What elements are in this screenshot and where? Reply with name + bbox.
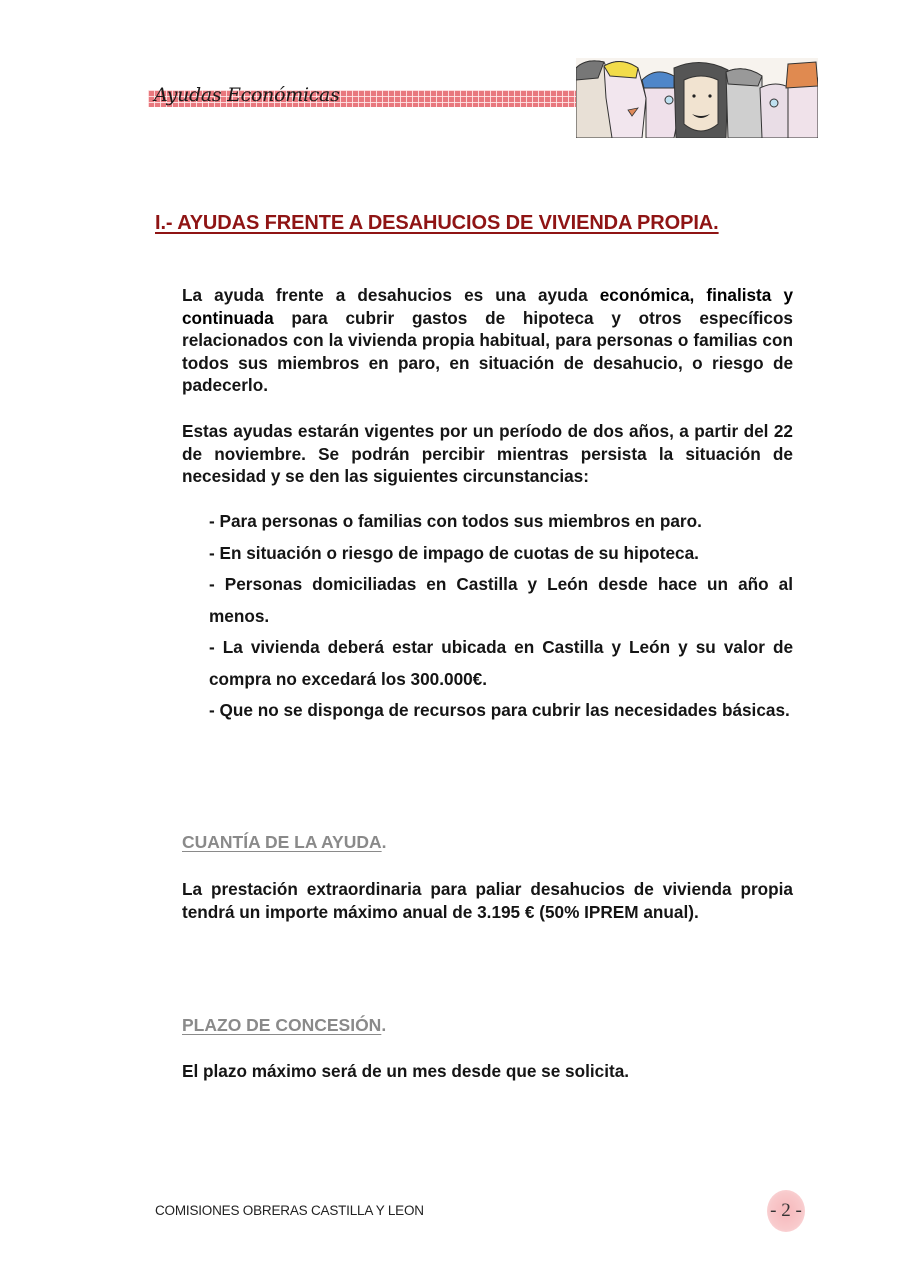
faces-image-icon [576,58,818,138]
intro-paragraph [182,284,793,397]
deadline-section-title-suffix: . [381,1015,387,1035]
list-item: - En situación o riesgo de impago de cuotas de su hipoteca. [209,542,699,563]
header-banner-title: Ayudas Económicas [154,84,340,106]
amount-section-heading [182,832,387,853]
list-item: - La vivienda deberá estar ubicada en Castilla y León y su valor de compra no excedará los 300.000€. [209,637,793,689]
intro-emphasis: económica, finalista y continuada [182,285,793,328]
amount-section-title: CUANTÍA DE LA AYUDA [182,832,382,852]
page-number-badge [767,1190,805,1232]
deadline-section-title: PLAZO DE CONCESIÓN [182,1015,382,1035]
footer-organization: COMISIONES OBRERAS CASTILLA Y LEON [155,1203,424,1218]
amount-paragraph: La prestación extraordinaria para paliar desahucios de vivienda propia tendrá un importe máximo anual de 3.195 € (50% IPREM anual). [182,879,793,922]
cartoon-faces-illustration [576,58,818,138]
list-item: - Que no se disponga de recursos para cubrir las necesidades básicas. [209,700,790,720]
deadline-section-heading [182,1015,386,1036]
intro-text-start: La ayuda frente a desahucios es una ayuda [182,285,600,305]
page-title: I.- AYUDAS FRENTE A DESAHUCIOS DE VIVIENDA PROPIA. [155,212,719,234]
validity-paragraph: Estas ayudas estarán vigentes por un período de dos años, a partir del 22 de noviembre. Se podrán percibir mientras persista la situación de necesidad y se den las siguientes circunstancias: [182,421,793,487]
deadline-paragraph: El plazo máximo será de un mes desde que se solicita. [182,1061,630,1081]
list-item: - Personas domiciliadas en Castilla y León desde hace un año al menos. [209,574,793,626]
intro-text-end: para cubrir gastos de hipoteca y otros específicos relacionados con la vivienda propia habitual, para personas o familias con todos sus miembros en paro, en situación de desahucio, o riesgo de padecerlo. [182,307,793,396]
requirements-list [209,506,793,727]
page-number: - 2 - [770,1200,802,1221]
amount-section-title-suffix: . [381,832,387,852]
list-item: - Para personas o familias con todos sus miembros en paro. [209,511,702,531]
